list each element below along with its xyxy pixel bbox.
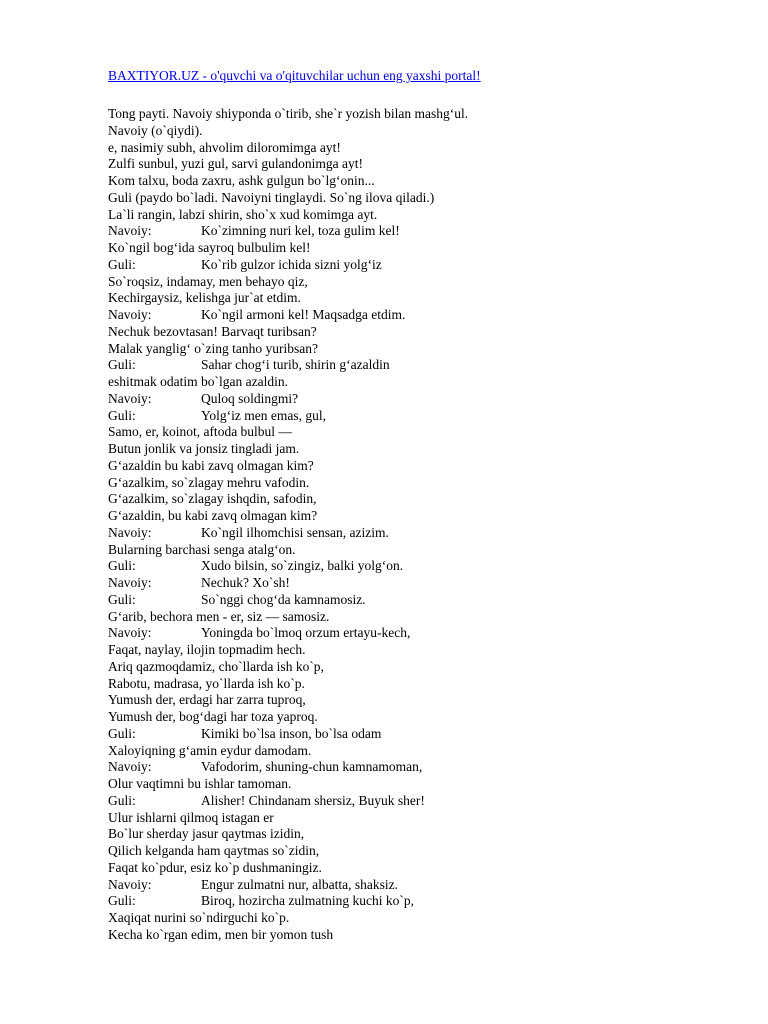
speaker-label: Navoiy: bbox=[108, 307, 152, 322]
line-text: Biroq, hozircha zulmatning kuchi ko`p, bbox=[201, 893, 414, 909]
text-line bbox=[108, 441, 728, 458]
speaker-label: Guli: bbox=[108, 407, 136, 423]
text-line bbox=[108, 625, 728, 642]
line-text: Quloq soldingmi? bbox=[201, 390, 299, 406]
line-text: Faqat, naylay, ilojin topmadim hech. bbox=[108, 642, 306, 657]
line-text: Butun jonlik va jonsiz tingladi jam. bbox=[108, 441, 300, 456]
line-text: Kechirgaysiz, kelishga jur`at etdim. bbox=[108, 290, 301, 306]
dialogue-text bbox=[108, 106, 728, 944]
text-line bbox=[108, 140, 728, 157]
text-line bbox=[108, 240, 728, 257]
speaker-label: Navoiy: bbox=[108, 876, 152, 892]
line-text: Malak yanglig‘ o`zing tanho yuribsan? bbox=[108, 340, 318, 356]
line-text: So`nggi chog‘da kamnamosiz. bbox=[201, 591, 366, 607]
text-line bbox=[108, 927, 728, 944]
line-text: Tong payti. Navoiy shiyponda o`tirib, she`r yozish bilan mashg‘ul. bbox=[108, 106, 469, 121]
line-text: Xaloyiqning g‘amin eydur damodam. bbox=[108, 742, 312, 758]
text-line bbox=[108, 156, 728, 173]
text-line bbox=[108, 357, 728, 374]
line-text: G‘arib, bechora men - er, siz — samosiz. bbox=[108, 608, 330, 624]
text-line bbox=[108, 274, 728, 291]
text-line bbox=[108, 491, 728, 508]
line-text: Yoningda bo`lmoq orzum ertayu-kech, bbox=[201, 625, 411, 641]
text-line bbox=[108, 257, 728, 274]
line-text: Xaqiqat nurini so`ndirguchi ko`p. bbox=[108, 910, 290, 925]
text-line bbox=[108, 609, 728, 626]
text-line bbox=[108, 776, 728, 793]
text-line bbox=[108, 391, 728, 408]
line-text: Yumush der, erdagi har zarra tuproq, bbox=[108, 692, 306, 708]
line-text: Rabotu, madrasa, yo`llarda ish ko`p. bbox=[108, 675, 305, 691]
speaker-label: Navoiy: bbox=[108, 625, 152, 641]
speaker-label: Guli: bbox=[108, 558, 136, 574]
speaker-label: Guli: bbox=[108, 725, 136, 741]
line-text: Engur zulmatni nur, albatta, shaksiz. bbox=[201, 876, 399, 892]
text-line bbox=[108, 726, 728, 743]
line-text: G‘azalkim, so`zlagay mehru vafodin. bbox=[108, 474, 310, 490]
text-line bbox=[108, 424, 728, 441]
portal-header-link[interactable]: BAXTIYOR.UZ - o'quvchi va o'qituvchilar uchun eng yaxshi portal! bbox=[108, 68, 481, 83]
line-text: Ko`ngil armoni kel! Maqsadga etdim. bbox=[201, 307, 406, 322]
text-line bbox=[108, 843, 728, 860]
line-text: Nechuk bezovtasan! Barvaqt turibsan? bbox=[108, 323, 317, 339]
text-line bbox=[108, 692, 728, 709]
text-line bbox=[108, 207, 728, 224]
text-line bbox=[108, 525, 728, 542]
speaker-label: Navoiy: bbox=[108, 524, 152, 540]
speaker-label: Guli: bbox=[108, 256, 136, 272]
line-text: Kimiki bo`lsa inson, bo`lsa odam bbox=[201, 725, 382, 741]
line-text: Faqat ko`pdur, esiz ko`p dushmaningiz. bbox=[108, 859, 322, 875]
text-line bbox=[108, 709, 728, 726]
line-text: Yolg‘iz men emas, gul, bbox=[201, 407, 326, 423]
line-text: Ko`ngil bog‘ida sayroq bulbulim kel! bbox=[108, 240, 311, 255]
line-text: Ariq qazmoqdamiz, cho`llarda ish ko`p, bbox=[108, 658, 324, 674]
line-text: G‘azaldin, bu kabi zavq olmagan kim? bbox=[108, 508, 318, 523]
line-text: Ko`ngil ilhomchisi sensan, azizim. bbox=[201, 524, 389, 540]
line-text: Qilich kelganda ham qaytmas so`zidin, bbox=[108, 843, 320, 858]
text-line bbox=[108, 123, 728, 140]
text-line bbox=[108, 910, 728, 927]
line-text: Sahar chog‘i turib, shirin g‘azaldin bbox=[201, 357, 390, 373]
line-text: Navoiy (o`qiydi). bbox=[108, 122, 203, 138]
document-page bbox=[108, 68, 728, 944]
line-text: Yumush der, bog‘dagi har toza yaproq. bbox=[108, 709, 318, 724]
text-line bbox=[108, 810, 728, 827]
line-text: La`li rangin, labzi shirin, sho`x xud komimga ayt. bbox=[108, 206, 378, 222]
line-text: Xudo bilsin, so`zingiz, balki yolg‘on. bbox=[201, 558, 404, 574]
line-text: Ko`rib gulzor ichida sizni yolg‘iz bbox=[201, 256, 382, 272]
text-line bbox=[108, 743, 728, 760]
text-line bbox=[108, 290, 728, 307]
speaker-label: Navoiy: bbox=[108, 390, 152, 406]
text-line bbox=[108, 642, 728, 659]
speaker-label: Guli: bbox=[108, 357, 136, 373]
text-line bbox=[108, 223, 728, 240]
text-line bbox=[108, 307, 728, 324]
text-line bbox=[108, 826, 728, 843]
line-text: Samo, er, koinot, aftoda bulbul — bbox=[108, 424, 292, 440]
speaker-label: Guli: bbox=[108, 591, 136, 607]
line-text: Nechuk? Xo`sh! bbox=[201, 575, 290, 590]
speaker-label: Navoiy: bbox=[108, 575, 152, 590]
text-line bbox=[108, 759, 728, 776]
text-line bbox=[108, 860, 728, 877]
line-text: Alisher! Chindanam shersiz, Buyuk sher! bbox=[201, 792, 425, 808]
text-line bbox=[108, 190, 728, 207]
text-line bbox=[108, 508, 728, 525]
text-line bbox=[108, 106, 728, 123]
line-text: e, nasimiy subh, ahvolim diloromimga ayt! bbox=[108, 139, 341, 155]
text-line bbox=[108, 324, 728, 341]
line-text: Ulur ishlarni qilmoq istagan er bbox=[108, 809, 274, 825]
text-line bbox=[108, 877, 728, 894]
line-text: Kom talxu, boda zaxru, ashk gulgun bo`lg‘onin... bbox=[108, 173, 375, 188]
text-line bbox=[108, 475, 728, 492]
line-text: Kecha ko`rgan edim, men bir yomon tush bbox=[108, 926, 334, 942]
line-text: Vafodorim, shuning-chun kamnamoman, bbox=[201, 759, 423, 775]
text-line bbox=[108, 173, 728, 190]
line-text: Ko`zimning nuri kel, toza gulim kel! bbox=[201, 223, 400, 239]
text-line bbox=[108, 659, 728, 676]
text-line bbox=[108, 408, 728, 425]
text-line bbox=[108, 374, 728, 391]
line-text: Bularning barchasi senga atalg‘on. bbox=[108, 541, 296, 557]
speaker-label: Navoiy: bbox=[108, 223, 152, 239]
line-text: G‘azalkim, so`zlagay ishqdin, safodin, bbox=[108, 491, 317, 507]
line-text: Zulfi sunbul, yuzi gul, sarvi gulandonimga ayt! bbox=[108, 156, 363, 172]
line-text: G‘azaldin bu kabi zavq olmagan kim? bbox=[108, 457, 314, 473]
text-line bbox=[108, 676, 728, 693]
line-text: eshitmak odatim bo`lgan azaldin. bbox=[108, 374, 288, 389]
speaker-label: Navoiy: bbox=[108, 759, 152, 775]
text-line bbox=[108, 893, 728, 910]
line-text: Guli (paydo bo`ladi. Navoiyni tinglaydi. So`ng ilova qiladi.) bbox=[108, 189, 435, 205]
text-line bbox=[108, 458, 728, 475]
line-text: Bo`lur sherday jasur qaytmas izidin, bbox=[108, 826, 305, 842]
line-text: Olur vaqtimni bu ishlar tamoman. bbox=[108, 776, 292, 791]
text-line bbox=[108, 341, 728, 358]
text-line bbox=[108, 575, 728, 592]
speaker-label: Guli: bbox=[108, 792, 136, 808]
line-text: So`roqsiz, indamay, men behayo qiz, bbox=[108, 273, 308, 289]
text-line bbox=[108, 793, 728, 810]
speaker-label: Guli: bbox=[108, 893, 136, 909]
text-line bbox=[108, 592, 728, 609]
text-line bbox=[108, 542, 728, 559]
text-line bbox=[108, 558, 728, 575]
